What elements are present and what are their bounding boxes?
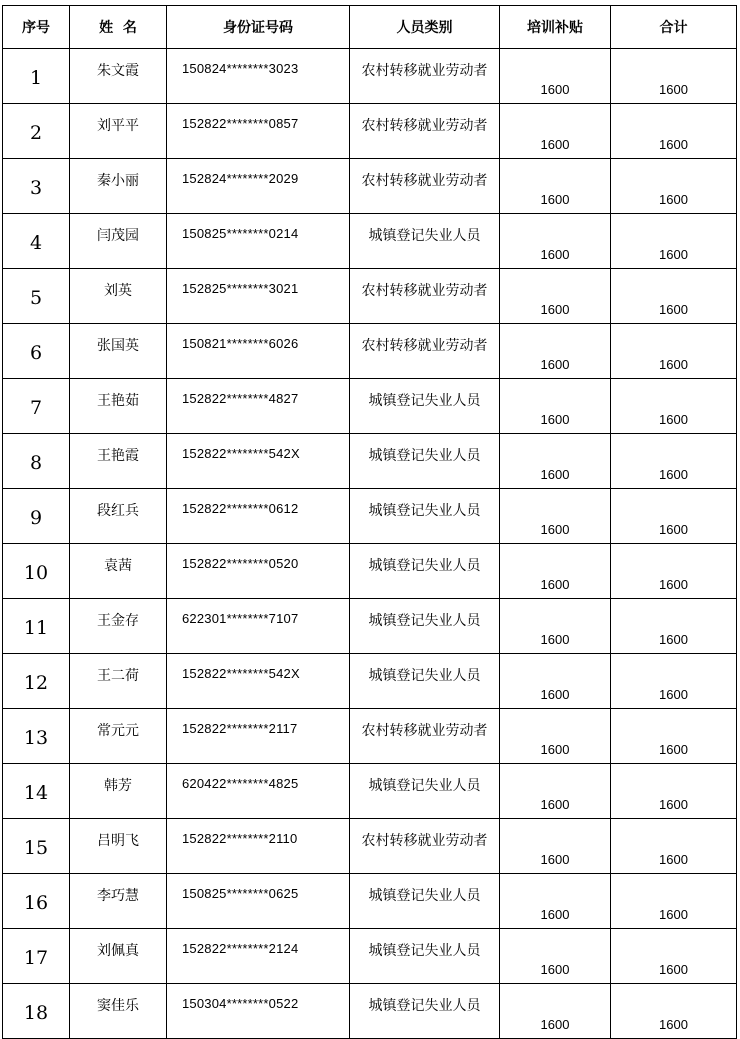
cell-index: 2 [3, 104, 70, 159]
cell-index: 6 [3, 324, 70, 379]
cell-category: 农村转移就业劳动者 [350, 49, 500, 104]
table-row [3, 324, 737, 379]
table-row [3, 49, 737, 104]
cell-total: 1600 [611, 104, 737, 159]
cell-name: 王艳霞 [70, 434, 167, 489]
table-row [3, 104, 737, 159]
cell-category: 农村转移就业劳动者 [350, 709, 500, 764]
cell-id-number: 152825********3021 [167, 269, 350, 324]
cell-total: 1600 [611, 764, 737, 819]
cell-index: 4 [3, 214, 70, 269]
cell-total: 1600 [611, 434, 737, 489]
cell-subsidy: 1600 [500, 874, 611, 929]
cell-category: 城镇登记失业人员 [350, 599, 500, 654]
cell-index: 10 [3, 544, 70, 599]
cell-index: 3 [3, 159, 70, 214]
cell-index: 14 [3, 764, 70, 819]
cell-category: 农村转移就业劳动者 [350, 269, 500, 324]
cell-index: 9 [3, 489, 70, 544]
cell-total: 1600 [611, 929, 737, 984]
cell-name: 窦佳乐 [70, 984, 167, 1039]
cell-id-number: 150825********0214 [167, 214, 350, 269]
cell-subsidy: 1600 [500, 489, 611, 544]
cell-subsidy: 1600 [500, 929, 611, 984]
cell-category: 农村转移就业劳动者 [350, 159, 500, 214]
cell-name: 袁茜 [70, 544, 167, 599]
cell-subsidy: 1600 [500, 324, 611, 379]
cell-category: 城镇登记失业人员 [350, 214, 500, 269]
cell-name: 王艳茹 [70, 379, 167, 434]
cell-index: 8 [3, 434, 70, 489]
cell-category: 农村转移就业劳动者 [350, 324, 500, 379]
cell-subsidy: 1600 [500, 269, 611, 324]
cell-name: 刘平平 [70, 104, 167, 159]
table-row [3, 709, 737, 764]
cell-name: 张国英 [70, 324, 167, 379]
table-row [3, 984, 737, 1039]
cell-total: 1600 [611, 819, 737, 874]
cell-total: 1600 [611, 544, 737, 599]
cell-id-number: 152822********0520 [167, 544, 350, 599]
cell-index: 16 [3, 874, 70, 929]
cell-total: 1600 [611, 159, 737, 214]
cell-name: 常元元 [70, 709, 167, 764]
cell-subsidy: 1600 [500, 544, 611, 599]
cell-total: 1600 [611, 599, 737, 654]
cell-category: 城镇登记失业人员 [350, 764, 500, 819]
cell-total: 1600 [611, 269, 737, 324]
cell-name: 刘佩真 [70, 929, 167, 984]
cell-category: 农村转移就业劳动者 [350, 104, 500, 159]
table-row [3, 544, 737, 599]
table-row [3, 269, 737, 324]
cell-subsidy: 1600 [500, 159, 611, 214]
cell-id-number: 152822********0612 [167, 489, 350, 544]
cell-id-number: 152822********2117 [167, 709, 350, 764]
cell-name: 闫茂园 [70, 214, 167, 269]
table-row [3, 819, 737, 874]
cell-total: 1600 [611, 984, 737, 1039]
cell-index: 11 [3, 599, 70, 654]
cell-id-number: 150825********0625 [167, 874, 350, 929]
header-total: 合计 [611, 6, 737, 49]
cell-name: 吕明飞 [70, 819, 167, 874]
cell-total: 1600 [611, 654, 737, 709]
cell-category: 城镇登记失业人员 [350, 434, 500, 489]
cell-id-number: 152822********2124 [167, 929, 350, 984]
cell-index: 18 [3, 984, 70, 1039]
table-row [3, 874, 737, 929]
cell-id-number: 620422********4825 [167, 764, 350, 819]
cell-id-number: 152822********2110 [167, 819, 350, 874]
table-row [3, 159, 737, 214]
cell-id-number: 150821********6026 [167, 324, 350, 379]
cell-id-number: 152822********4827 [167, 379, 350, 434]
header-row [3, 6, 737, 49]
cell-subsidy: 1600 [500, 984, 611, 1039]
cell-category: 城镇登记失业人员 [350, 874, 500, 929]
header-index: 序号 [3, 6, 70, 49]
header-subsidy: 培训补贴 [500, 6, 611, 49]
cell-total: 1600 [611, 324, 737, 379]
cell-name: 段红兵 [70, 489, 167, 544]
cell-total: 1600 [611, 379, 737, 434]
cell-subsidy: 1600 [500, 49, 611, 104]
cell-category: 城镇登记失业人员 [350, 929, 500, 984]
table-row [3, 379, 737, 434]
cell-id-number: 152822********542X [167, 434, 350, 489]
cell-index: 12 [3, 654, 70, 709]
cell-index: 13 [3, 709, 70, 764]
cell-category: 农村转移就业劳动者 [350, 819, 500, 874]
cell-total: 1600 [611, 874, 737, 929]
header-id-number: 身份证号码 [167, 6, 350, 49]
cell-subsidy: 1600 [500, 104, 611, 159]
cell-category: 城镇登记失业人员 [350, 654, 500, 709]
table-row [3, 654, 737, 709]
cell-index: 7 [3, 379, 70, 434]
cell-id-number: 622301********7107 [167, 599, 350, 654]
cell-index: 1 [3, 49, 70, 104]
table-row [3, 489, 737, 544]
cell-total: 1600 [611, 214, 737, 269]
cell-total: 1600 [611, 709, 737, 764]
header-category: 人员类别 [350, 6, 500, 49]
cell-subsidy: 1600 [500, 379, 611, 434]
cell-subsidy: 1600 [500, 434, 611, 489]
cell-name: 朱文霞 [70, 49, 167, 104]
table-row [3, 434, 737, 489]
subsidy-table [2, 5, 737, 1039]
cell-category: 城镇登记失业人员 [350, 489, 500, 544]
cell-subsidy: 1600 [500, 654, 611, 709]
cell-subsidy: 1600 [500, 709, 611, 764]
cell-name: 王二荷 [70, 654, 167, 709]
cell-id-number: 150824********3023 [167, 49, 350, 104]
cell-id-number: 152822********0857 [167, 104, 350, 159]
table-row [3, 599, 737, 654]
cell-name: 刘英 [70, 269, 167, 324]
table-body [3, 49, 737, 1039]
cell-subsidy: 1600 [500, 819, 611, 874]
cell-subsidy: 1600 [500, 764, 611, 819]
cell-subsidy: 1600 [500, 599, 611, 654]
cell-index: 5 [3, 269, 70, 324]
cell-id-number: 150304********0522 [167, 984, 350, 1039]
cell-category: 城镇登记失业人员 [350, 544, 500, 599]
table-row [3, 764, 737, 819]
table-row [3, 929, 737, 984]
cell-name: 韩芳 [70, 764, 167, 819]
cell-id-number: 152822********542X [167, 654, 350, 709]
cell-category: 城镇登记失业人员 [350, 379, 500, 434]
cell-category: 城镇登记失业人员 [350, 984, 500, 1039]
cell-name: 李巧慧 [70, 874, 167, 929]
table-row [3, 214, 737, 269]
cell-total: 1600 [611, 489, 737, 544]
cell-index: 15 [3, 819, 70, 874]
cell-index: 17 [3, 929, 70, 984]
cell-name: 王金存 [70, 599, 167, 654]
cell-total: 1600 [611, 49, 737, 104]
cell-subsidy: 1600 [500, 214, 611, 269]
header-name: 姓 名 [70, 6, 167, 49]
cell-id-number: 152824********2029 [167, 159, 350, 214]
cell-name: 秦小丽 [70, 159, 167, 214]
